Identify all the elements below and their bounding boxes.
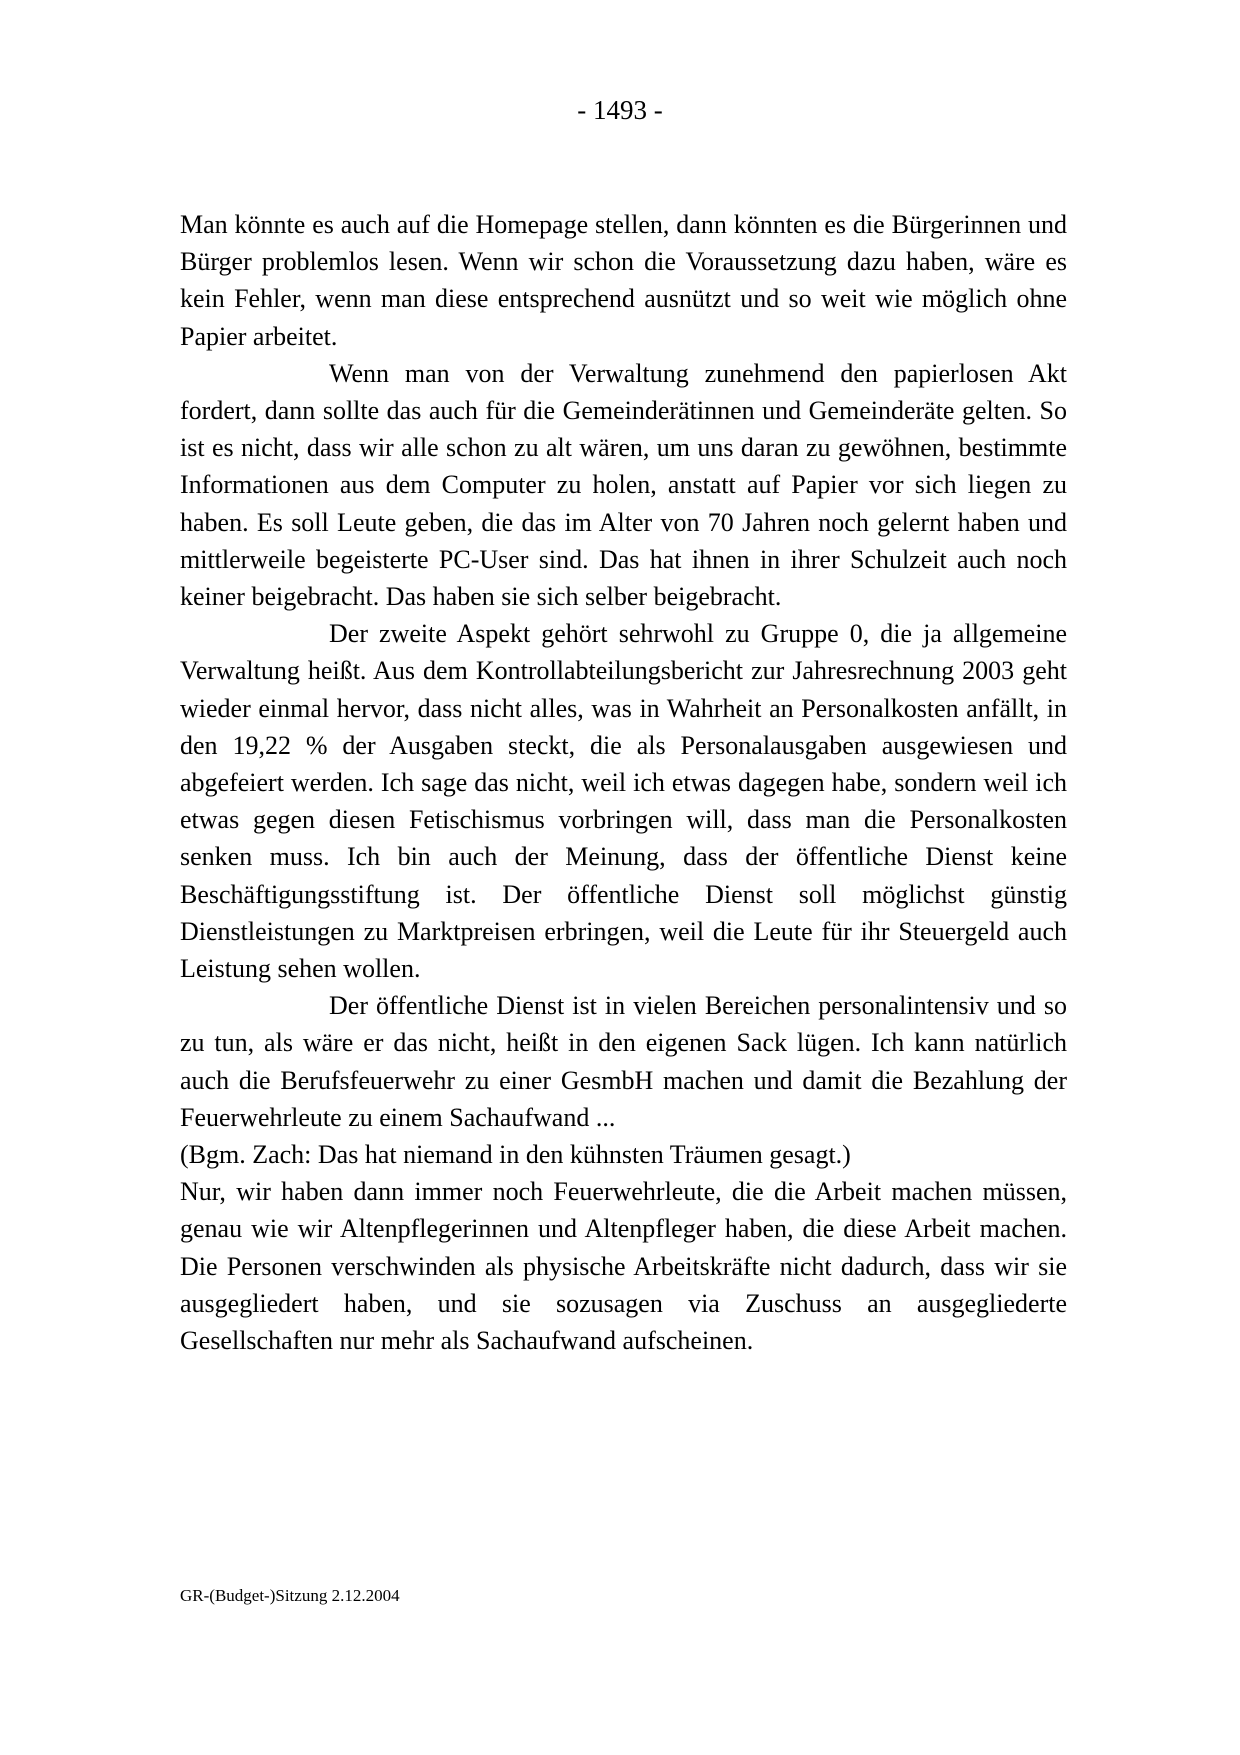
paragraph-2: Wenn man von der Verwaltung zunehmend den papierlosen Akt fordert, dann sollte das auch für die Gemeinderätinnen und Gemeinderäte gelten. So ist es nicht, dass wir alle schon zu alt wären, um uns daran zu gewöhnen, bestimmte Informationen aus dem Computer zu holen, anstatt auf Papier vor sich liegen zu haben. Es soll Leute geben, die das im Alter von 70 Jahren noch gelernt haben und mittlerweile begeisterte PC-User sind. Das hat ihnen in ihrer Schulzeit auch noch keiner beigebracht. Das haben sie sich selber beigebracht.: [180, 358, 1067, 612]
interjection: (Bgm. Zach: Das hat niemand in den kühnsten Träumen gesagt.): [180, 1140, 851, 1170]
paragraph-1: Man könnte es auch auf die Homepage stellen, dann könnten es die Bürgerinnen und Bürger problemlos lesen. Wenn wir schon die Voraussetzung dazu haben, wäre es kein Fehler, wenn man diese entsprechend ausnützt und so weit wie möglich ohne Papier arbeitet.: [180, 210, 1067, 351]
footer-session-label: GR-(Budget-)Sitzung 2.12.2004: [180, 1586, 400, 1605]
paragraph-3: Der zweite Aspekt gehört sehrwohl zu Gruppe 0, die ja allgemeine Verwaltung heißt. Aus dem Kontrollabteilungsbericht zur Jahresrechnung 2003 geht wieder einmal hervor, dass nicht alles, was in Wahrheit an Personalkosten anfällt, in den 19,22 % der Ausgaben steckt, die als Personalausgaben ausgewiesen und abgefeiert werden. Ich sage das nicht, weil ich etwas dagegen habe, sondern weil ich etwas gegen diesen Fetischismus vorbringen will, dass man die Personalkosten senken muss. Ich bin auch der Meinung, dass der öffentliche Dienst keine Beschäftigungsstiftung ist. Der öffentliche Dienst soll möglichst günstig Dienstleistungen zu Marktpreisen erbringen, weil die Leute für ihr Steuergeld auch Leistung sehen wollen.: [180, 619, 1067, 984]
document-body: [180, 206, 1067, 1359]
paragraph-5: Nur, wir haben dann immer noch Feuerwehrleute, die die Arbeit machen müssen, genau wie wir Altenpflegerinnen und Altenpfleger haben, die diese Arbeit machen. Die Personen verschwinden als physische Arbeitskräfte nicht dadurch, dass wir sie ausgegliedert haben, und sie sozusagen via Zuschuss an ausgegliederte Gesellschaften nur mehr als Sachaufwand aufscheinen.: [180, 1177, 1067, 1356]
page-number: - 1493 -: [577, 95, 663, 125]
paragraph-4: Der öffentliche Dienst ist in vielen Bereichen personalintensiv und so zu tun, als wäre er das nicht, heißt in den eigenen Sack lügen. Ich kann natürlich auch die Berufsfeuerwehr zu einer GesmbH machen und damit die Bezahlung der Feuerwehrleute zu einem Sachaufwand ...: [180, 991, 1067, 1132]
